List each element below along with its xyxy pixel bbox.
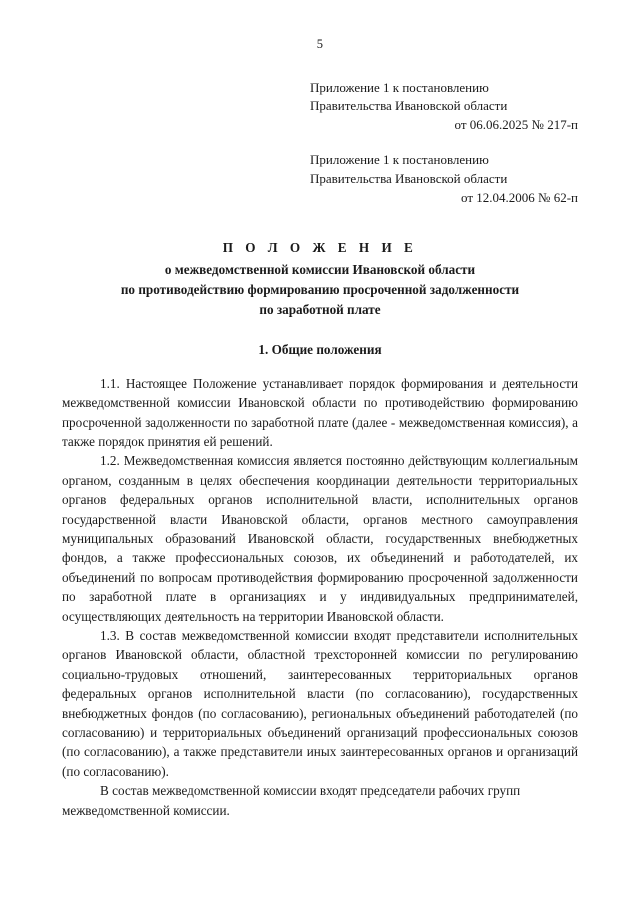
approval-block <box>62 79 578 208</box>
title-sub-line2: по противодействию формированию просроченной задолженности <box>120 282 520 298</box>
approval-reference-first <box>310 79 578 136</box>
paragraph-1-2: 1.2. Межведомственная комиссия является постоянно действующим коллегиальным органом, созданным в целях обеспечения координации деятельности территориальных органов федеральных органов исполнительной власти, исполнительных органов государственной власти Ивановской области, органов местного самоуправления муниципальных образований Ивановской области, государственных внебюджетных фондов, а также профессиональных союзов, их объединений и работодателей, их объединений по вопросам противодействия формированию просроченной задолженности по заработной плате в организациях и у индивидуальных предпринимателей, осуществляющих деятельность на территории Ивановской области. <box>62 453 578 624</box>
title-sub-line1: о межведомственной комиссии Ивановской области <box>164 262 476 278</box>
paragraph-1-3: 1.3. В состав межведомственной комиссии входят представители исполнительных органов Ивановской области, областной трехсторонней комиссии по регулированию социально-трудовых отношений, заинтересованных территориальных органов федеральных органов исполнительной власти (по согласованию), государственных внебюджетных фондов (по согласованию), региональных объединений работодателей (по согласованию) и территориальных объединений организаций профессиональных союзов (по согласованию), а также представители иных заинтересованных органов и организаций (по согласованию). <box>62 628 578 779</box>
approval-second-line3: от 12.04.2006 № 62-п <box>461 189 578 205</box>
paragraph-1-1: 1.1. Настоящее Положение устанавливает порядок формирования и деятельности межведомственной комиссии Ивановской области по противодействию формированию просроченной задолженности по заработной плате (далее - межведомственная комиссия), а также порядок принятия ей решений. <box>62 375 578 449</box>
approval-reference-second <box>310 151 578 208</box>
approval-first-line3: от 06.06.2025 № 217-п <box>454 117 578 133</box>
section-heading: 1. Общие положения <box>258 341 382 357</box>
approval-second-line1: Приложение 1 к постановлению <box>310 152 489 168</box>
document-title <box>62 238 578 320</box>
approval-second-line2: Правительства Ивановской области <box>310 170 508 186</box>
page-number: 5 <box>316 37 324 51</box>
document-body <box>62 374 578 820</box>
title-main: П О Л О Ж Е Н И Е <box>222 239 418 255</box>
approval-first-line2: Правительства Ивановской области <box>310 98 508 114</box>
paragraph-1-3-continued: В состав межведомственной комиссии входят председатели рабочих групп межведомственной комиссии. <box>62 783 521 818</box>
approval-first-line1: Приложение 1 к постановлению <box>310 79 489 95</box>
title-sub-line3: по заработной плате <box>259 301 381 317</box>
